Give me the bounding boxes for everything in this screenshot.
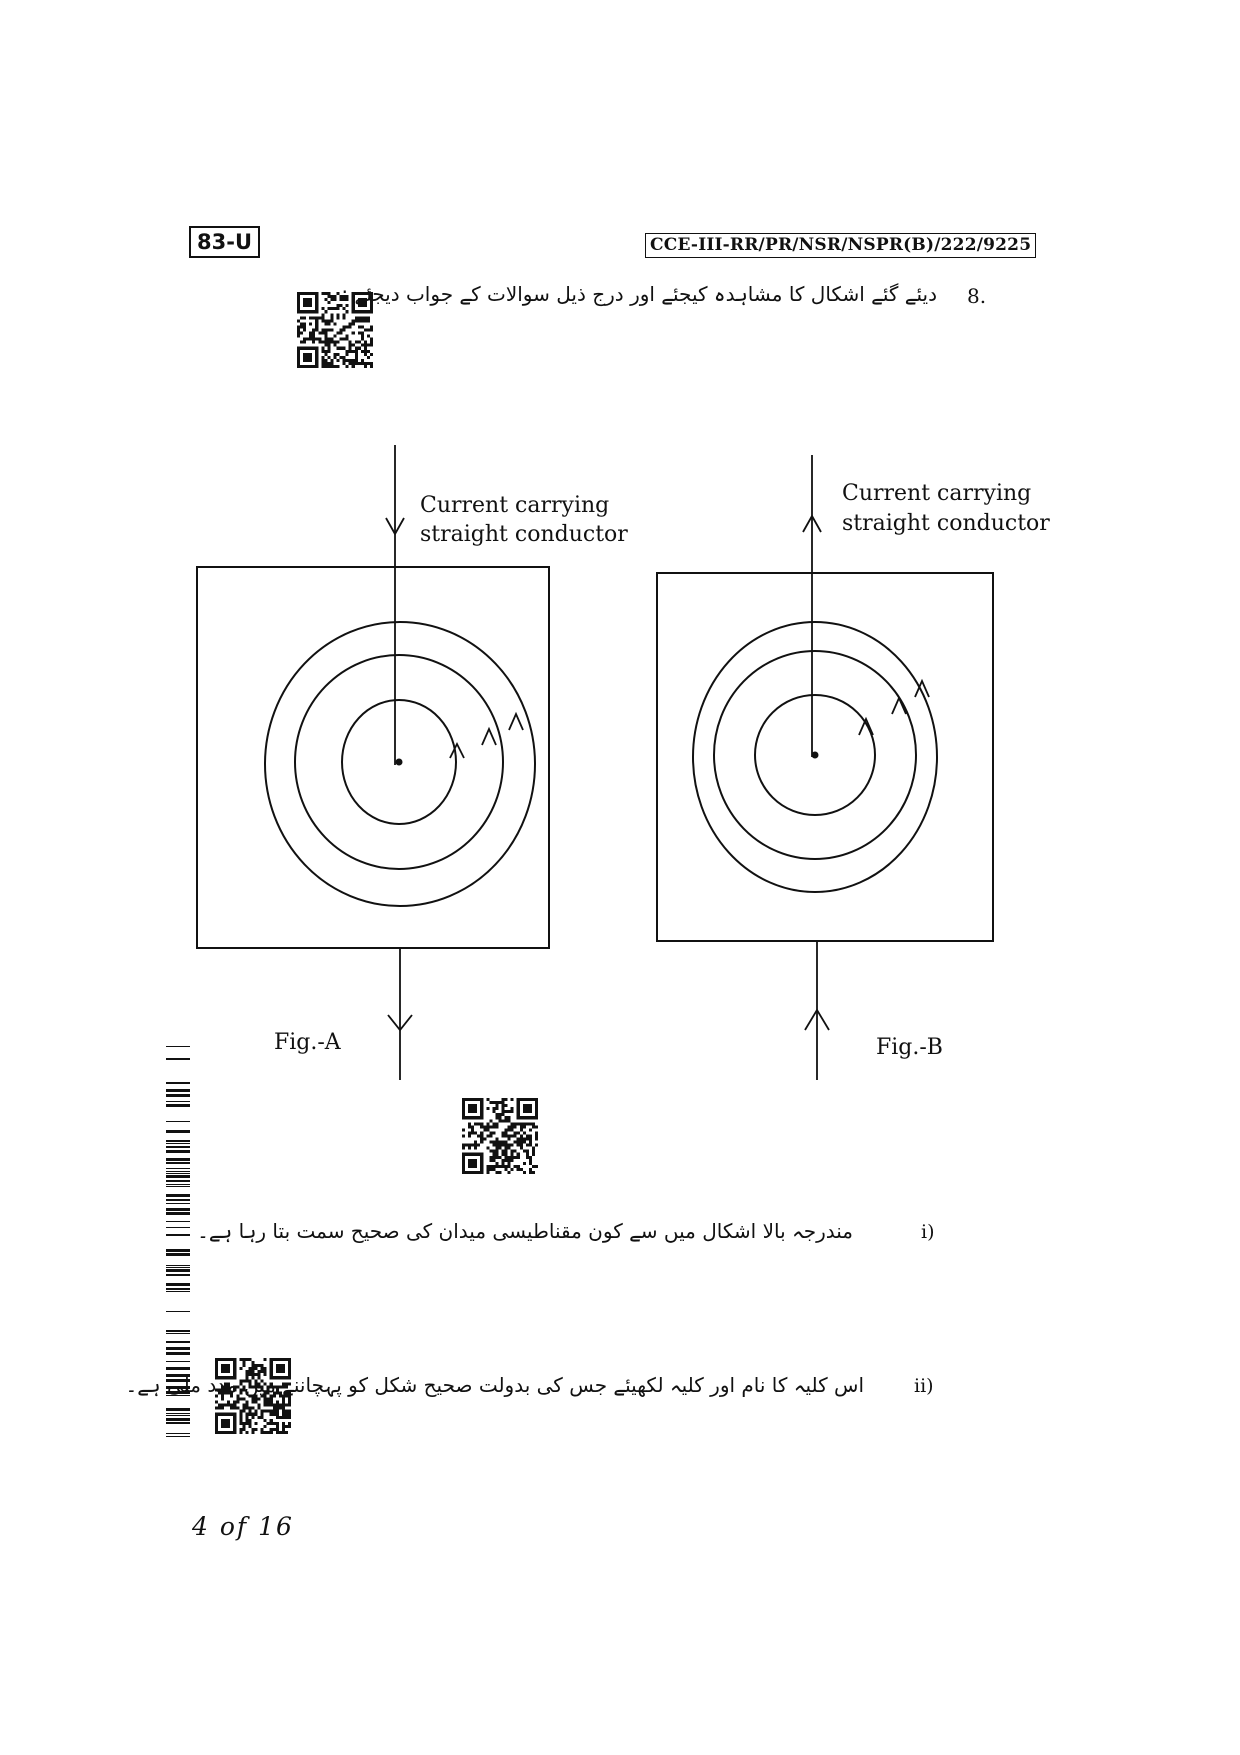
fig-a-caption: Fig.-A	[274, 1030, 341, 1055]
question-number: 8.	[967, 284, 987, 308]
fig-a-field-arrow-inner	[450, 744, 464, 758]
fig-b-label-line2: straight conductor	[842, 511, 1050, 536]
sub-question-1-label: i)	[921, 1221, 935, 1243]
fig-b-conductor-dot	[812, 752, 819, 759]
figure-b	[657, 455, 1050, 1080]
qr-code-icon	[462, 1098, 538, 1174]
fig-b-card	[657, 573, 993, 941]
sub-question-2-text: اس کلیہ کا نام اور کلیہ لکھیئے جس کی بدولت صحیح شکل کو پہچاننے میں مدد ملی ہے۔	[125, 1373, 864, 1397]
page-number: 4 of 16	[192, 1512, 294, 1541]
fig-a-label-line2: straight conductor	[420, 522, 628, 547]
fig-a-field-arrow-outer	[509, 714, 523, 730]
fig-a-label-line1: Current carrying	[420, 493, 610, 518]
sub-question-2-label: ii)	[914, 1375, 934, 1397]
fig-a-field-arrow-middle	[482, 729, 496, 745]
reference-code-box: CCE-III-RR/PR/NSR/NSPR(B)/222/9225	[645, 233, 1036, 258]
fig-b-label-line1: Current carrying	[842, 481, 1032, 506]
fig-a-conductor-dot	[396, 759, 403, 766]
paper-code-box: 83-U	[189, 226, 260, 258]
fig-b-caption: Fig.-B	[876, 1035, 943, 1060]
question-text: دیئے گئے اشکال کا مشاہدہ کیجئے اور درج ذیل سوالات کے جواب دیجئے :	[341, 282, 937, 306]
sub-question-1-text: مندرجہ بالا اشکال میں سے کون مقناطیسی میدان کی صحیح سمت بتا رہا ہے۔	[197, 1219, 853, 1243]
figure-a	[197, 445, 628, 1080]
